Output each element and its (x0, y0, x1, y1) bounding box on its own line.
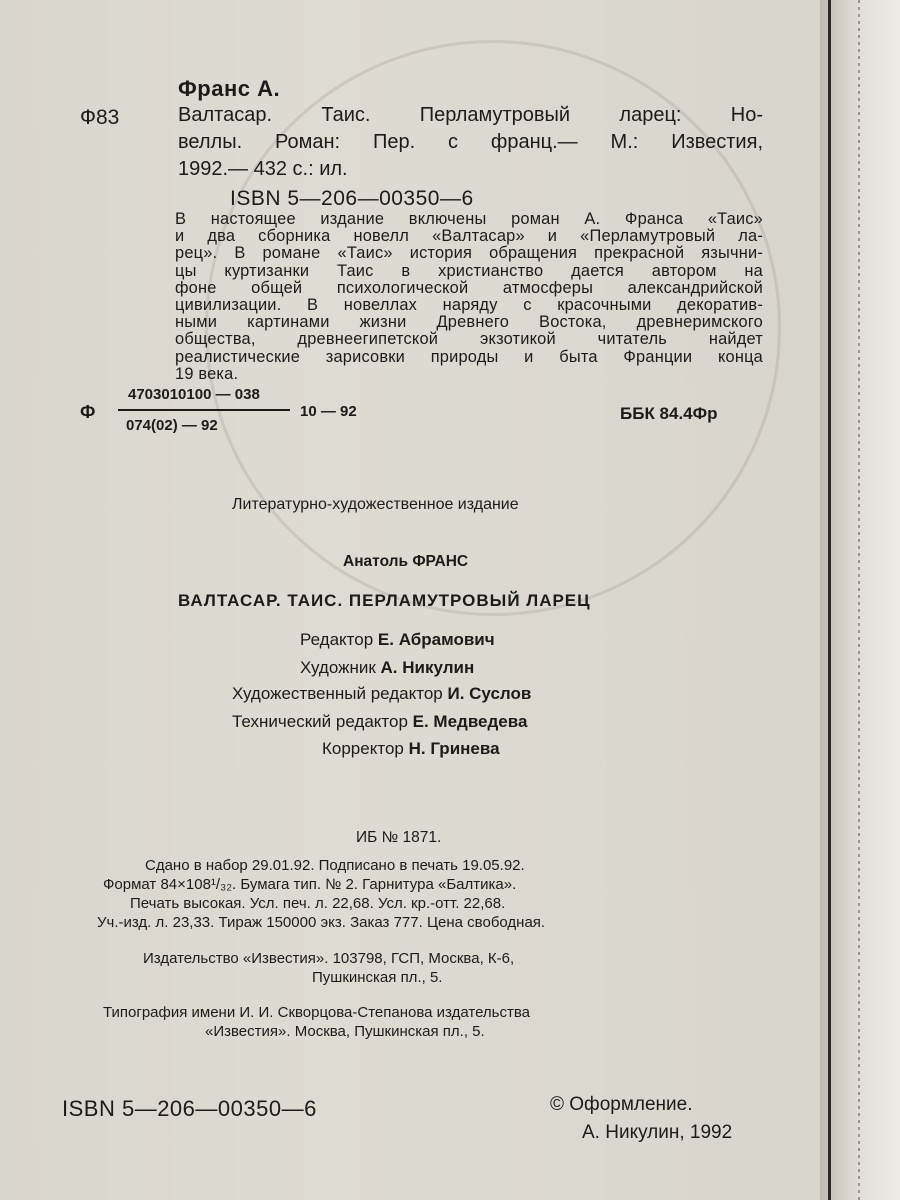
annotation-line: В настоящее издание включены роман А. Франса «Таис» (175, 210, 763, 228)
card-shelf-mark: Ф83 (80, 106, 120, 129)
credit-name: Н. Гринева (408, 739, 500, 758)
annotation-line: фоне общей психологической атмосферы александрийской (175, 278, 763, 297)
imprint-line: Печать высокая. Усл. печ. л. 22,68. Усл. кр.-отт. 22,68. (130, 895, 506, 912)
credit-artist (300, 658, 474, 678)
imprint-line: Уч.-изд. л. 23,33. Тираж 150000 экз. Заказ 777. Цена свободная. (97, 914, 546, 931)
printer-line: «Известия». Москва, Пушкинская пл., 5. (205, 1023, 485, 1040)
credit-name: Е. Абрамович (377, 630, 495, 649)
colophon-isbn: ISBN 5—206—00350—6 (62, 1096, 317, 1121)
edition-genre: Литературно-художественное издание (232, 496, 519, 513)
page-edge (820, 0, 900, 1200)
imprint-line: Сдано в набор 29.01.92. Подписано в печать 19.05.92. (145, 857, 525, 874)
classification-letter: Ф (80, 402, 96, 422)
card-annotation (175, 211, 763, 383)
printer-line: Типография имени И. И. Скворцова-Степанова издательства (103, 1004, 530, 1021)
page-edge-line (828, 0, 831, 1200)
book-title: ВАЛТАСАР. ТАИС. ПЕРЛАМУТРОВЫЙ ЛАРЕЦ (178, 591, 591, 610)
publisher-line: Издательство «Известия». 103798, ГСП, Москва, К-6, (143, 950, 515, 967)
design-copyright: © Оформление. (550, 1094, 693, 1115)
annotation-line: рец». В романе «Таис» история обращения прекрасной язычни- (175, 244, 763, 263)
classification-numerator: 4703010100 — 038 (128, 386, 260, 403)
annotation-line: ными картинами жизни Древнего Востока, древнеримского (175, 313, 763, 332)
card-description-line: веллы. Роман: Пер. с франц.— М.: Известия, (178, 131, 763, 153)
credit-name: А. Никулин (380, 658, 475, 677)
credit-role: Художественный редактор (232, 684, 443, 703)
credit-proofreader (322, 739, 500, 759)
credit-editor (300, 630, 495, 650)
annotation-line: общества, древнеегипетской экзотикой читатель найдет (175, 330, 763, 349)
classification-suffix: 10 — 92 (300, 403, 357, 420)
annotation-line: и два сборника новелл «Валтасар» и «Перламутровый ла- (175, 227, 763, 246)
credit-art-editor (232, 684, 531, 704)
annotation-line: реалистические зарисовки природы и быта Франции конца (175, 347, 763, 366)
page-edge-perforation (858, 0, 860, 1200)
credit-role: Редактор (300, 630, 374, 649)
classification-denominator: 074(02) — 92 (126, 417, 218, 434)
book-author: Анатоль ФРАНС (343, 553, 469, 570)
ib-number: ИБ № 1871. (356, 829, 442, 846)
credit-role: Художник (300, 658, 376, 677)
bbk-code: ББК 84.4Фр (620, 404, 718, 423)
card-description-line: Валтасар. Таис. Перламутровый ларец: Но- (178, 104, 763, 126)
credit-technical-editor (232, 712, 527, 732)
credit-name: Е. Медведева (412, 712, 528, 731)
classification-fraction-bar (118, 409, 290, 411)
design-copyright-holder: А. Никулин, 1992 (582, 1122, 733, 1143)
card-description-line: 1992.— 432 с.: ил. (178, 158, 348, 180)
card-isbn: ISBN 5—206—00350—6 (230, 187, 474, 210)
credit-role: Корректор (322, 739, 404, 758)
annotation-line: 19 века. (175, 364, 239, 383)
publisher-line: Пушкинская пл., 5. (312, 969, 443, 986)
credit-name: И. Суслов (447, 684, 532, 703)
annotation-line: цы куртизанки Таис в христианство дается автором на (175, 261, 763, 280)
annotation-line: цивилизации. В новеллах наряду с красочными декоратив- (175, 296, 763, 315)
credit-role: Технический редактор (232, 712, 408, 731)
imprint-line: Формат 84×108¹/₃₂. Бумага тип. № 2. Гарнитура «Балтика». (103, 876, 517, 893)
card-author: Франс А. (178, 76, 281, 101)
